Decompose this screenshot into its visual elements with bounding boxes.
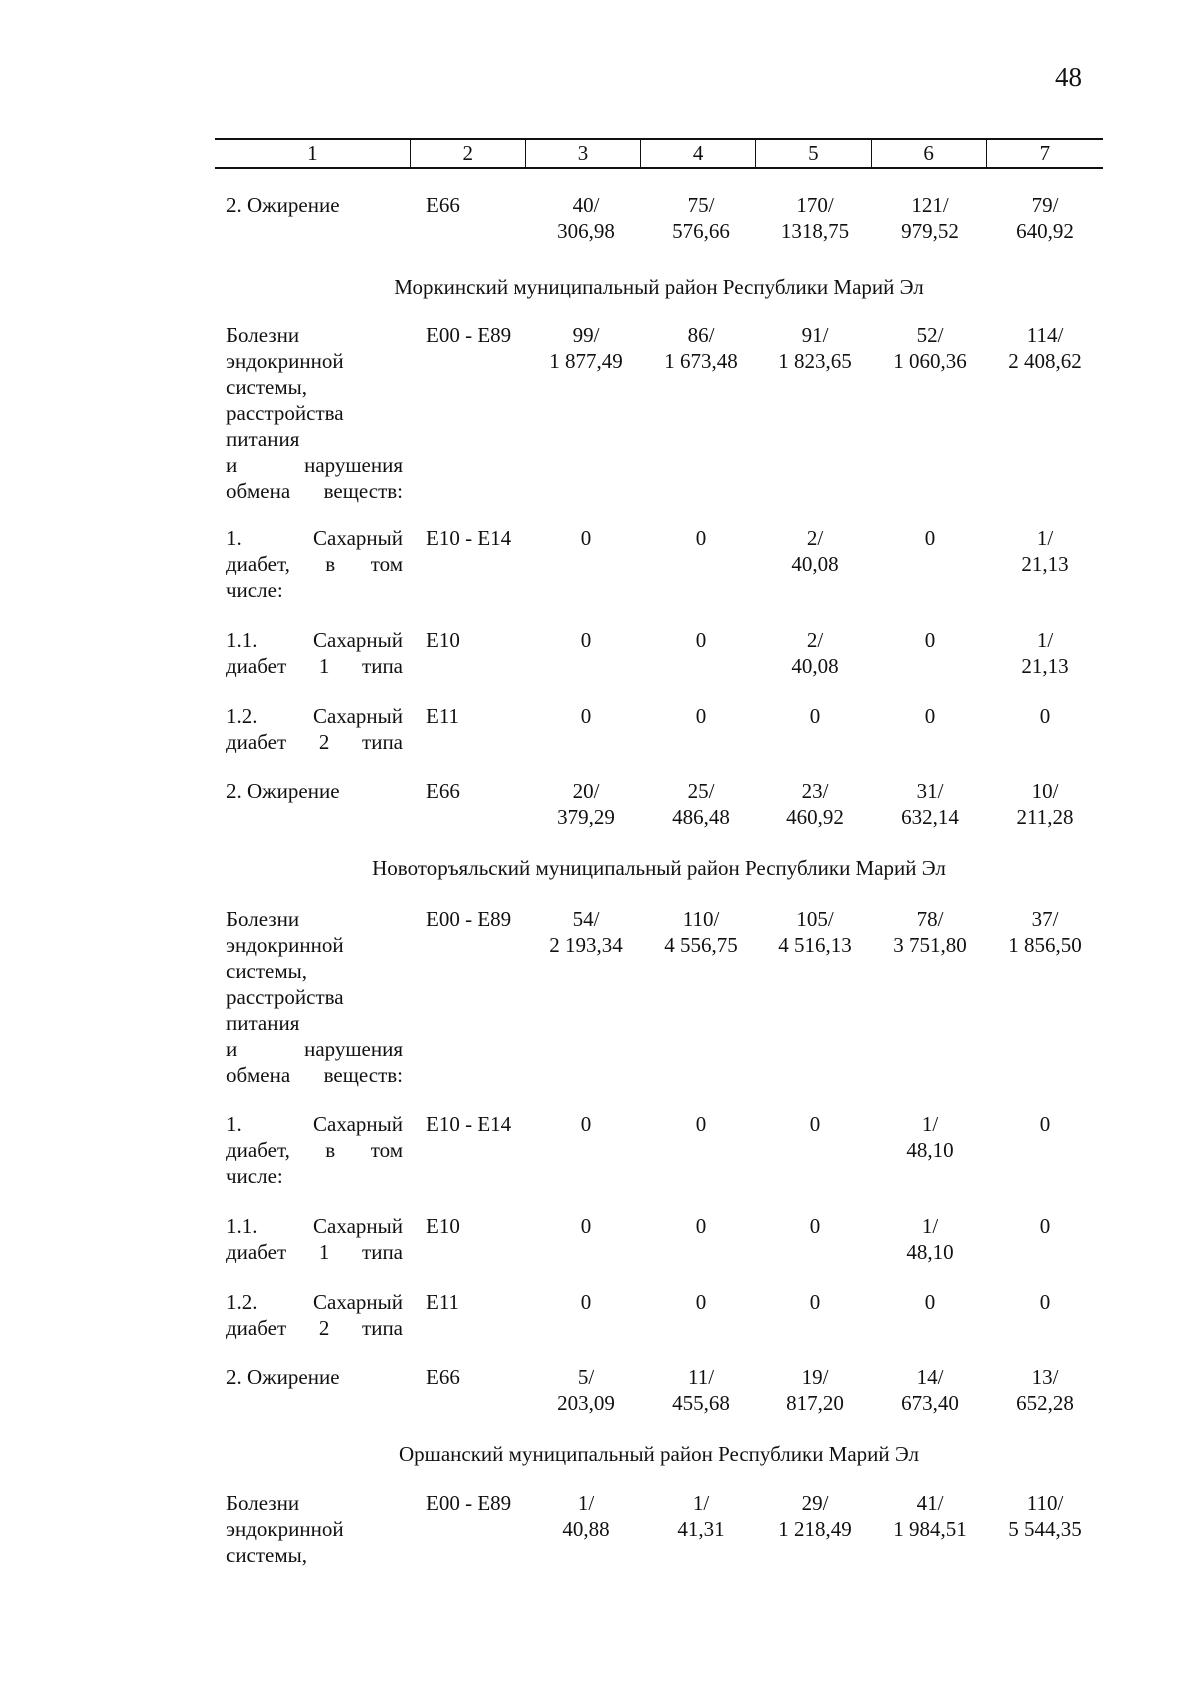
icd-code: E10: [426, 628, 460, 652]
column-header-2: 2: [410, 139, 525, 168]
value-cell: 1/ 41,31: [677, 1491, 725, 1541]
value-cell: 0: [1039, 1214, 1051, 1238]
value-cell: 0: [695, 1214, 707, 1238]
value-cell: 105/ 4 516,13: [778, 907, 852, 957]
value-cell: 2/ 40,08: [791, 628, 839, 678]
icd-code: E11: [426, 704, 460, 728]
value-cell: 41/ 1 984,51: [893, 1491, 967, 1541]
icd-code: E10 - E14: [426, 1112, 512, 1136]
value-cell: 110/ 4 556,75: [664, 907, 738, 957]
value-cell: 20/ 379,29: [557, 779, 615, 829]
value-cell: 13/ 652,28: [1016, 1365, 1074, 1415]
value-cell: 110/ 5 544,35: [1008, 1491, 1082, 1541]
icd-code: E00 - E89: [426, 907, 512, 931]
value-cell: 52/ 1 060,36: [893, 323, 967, 373]
value-cell: 0: [580, 1290, 592, 1314]
value-cell: 75/ 576,66: [672, 193, 730, 243]
value-cell: 11/ 455,68: [672, 1365, 730, 1415]
value-cell: 0: [924, 526, 936, 550]
value-cell: 0: [695, 1290, 707, 1314]
value-cell: 19/ 817,20: [786, 1365, 844, 1415]
row-label: Болезни эндокринной системы, расстройства питания и нарушения обмена веществ:: [226, 907, 403, 1087]
district-title: Моркинский муниципальный район Республики Марий Эл: [394, 275, 924, 299]
value-cell: 0: [580, 526, 592, 550]
row-label: 1.1. Сахарный диабет 1 типа: [226, 628, 403, 678]
value-cell: 40/ 306,98: [557, 193, 615, 243]
column-header-6: 6: [871, 139, 986, 168]
row-label: 1.2. Сахарный диабет 2 типа: [226, 704, 403, 754]
icd-code: E10 - E14: [426, 526, 512, 550]
value-cell: 99/ 1 877,49: [549, 323, 623, 373]
value-cell: 121/ 979,52: [901, 193, 959, 243]
value-cell: 29/ 1 218,49: [778, 1491, 852, 1541]
value-cell: 79/ 640,92: [1016, 193, 1074, 243]
value-cell: 23/ 460,92: [786, 779, 844, 829]
icd-code: E10: [426, 1214, 460, 1238]
value-cell: 25/ 486,48: [672, 779, 730, 829]
value-cell: 170/ 1318,75: [780, 193, 850, 243]
row-label: 1.2. Сахарный диабет 2 типа: [226, 1290, 403, 1340]
value-cell: 54/ 2 193,34: [549, 907, 623, 957]
column-header-5: 5: [756, 139, 871, 168]
value-cell: 0: [695, 628, 707, 652]
value-cell: 0: [1039, 1112, 1051, 1136]
value-cell: 37/ 1 856,50: [1008, 907, 1082, 957]
district-title: Новоторъяльский муниципальный район Республики Марий Эл: [372, 856, 946, 880]
value-cell: 0: [1039, 704, 1051, 728]
value-cell: 0: [809, 1112, 821, 1136]
value-cell: 86/ 1 673,48: [664, 323, 738, 373]
page-number: 48: [1055, 62, 1082, 92]
value-cell: 0: [924, 704, 936, 728]
value-cell: 5/ 203,09: [557, 1365, 615, 1415]
icd-code: E00 - E89: [426, 323, 512, 347]
row-label: Болезни эндокринной системы, расстройства питания и нарушения обмена веществ:: [226, 323, 403, 503]
value-cell: 0: [695, 526, 707, 550]
icd-code: E66: [426, 779, 460, 803]
value-cell: 78/ 3 751,80: [893, 907, 967, 957]
value-cell: 0: [924, 1290, 936, 1314]
value-cell: 2/ 40,08: [791, 526, 839, 576]
icd-code: E00 - E89: [426, 1491, 512, 1515]
value-cell: 1/ 48,10: [906, 1112, 954, 1162]
row-label: 2. Ожирение: [226, 1365, 340, 1389]
value-cell: 0: [580, 1214, 592, 1238]
row-label: 2. Ожирение: [226, 779, 340, 803]
column-header-1: 1: [215, 139, 410, 168]
value-cell: 0: [809, 704, 821, 728]
icd-code: E66: [426, 193, 460, 217]
value-cell: 0: [580, 1112, 592, 1136]
row-label: 1. Сахарный диабет, в том числе:: [226, 1112, 403, 1188]
column-header-4: 4: [641, 139, 756, 168]
value-cell: 114/ 2 408,62: [1008, 323, 1082, 373]
row-label: Болезни эндокринной системы,: [226, 1491, 344, 1567]
value-cell: 0: [580, 628, 592, 652]
value-cell: 0: [809, 1214, 821, 1238]
value-cell: 1/ 48,10: [906, 1214, 954, 1264]
value-cell: 0: [580, 704, 592, 728]
value-cell: 91/ 1 823,65: [778, 323, 852, 373]
row-label: 2. Ожирение: [226, 193, 340, 217]
district-title: Оршанский муниципальный район Республики Марий Эл: [399, 1442, 919, 1466]
value-cell: 0: [695, 704, 707, 728]
value-cell: 10/ 211,28: [1016, 779, 1074, 829]
row-label: 1.1. Сахарный диабет 1 типа: [226, 1214, 403, 1264]
column-header-7: 7: [986, 139, 1103, 168]
icd-code: E66: [426, 1365, 460, 1389]
column-header-3: 3: [525, 139, 640, 168]
value-cell: 0: [809, 1290, 821, 1314]
value-cell: 14/ 673,40: [901, 1365, 959, 1415]
value-cell: 31/ 632,14: [901, 779, 959, 829]
value-cell: 0: [1039, 1290, 1051, 1314]
value-cell: 1/ 40,88: [562, 1491, 610, 1541]
icd-code: E11: [426, 1290, 460, 1314]
row-label: 1. Сахарный диабет, в том числе:: [226, 526, 403, 602]
value-cell: 0: [695, 1112, 707, 1136]
column-header-table: [215, 138, 1103, 169]
value-cell: 1/ 21,13: [1021, 526, 1069, 576]
value-cell: 1/ 21,13: [1021, 628, 1069, 678]
value-cell: 0: [924, 628, 936, 652]
